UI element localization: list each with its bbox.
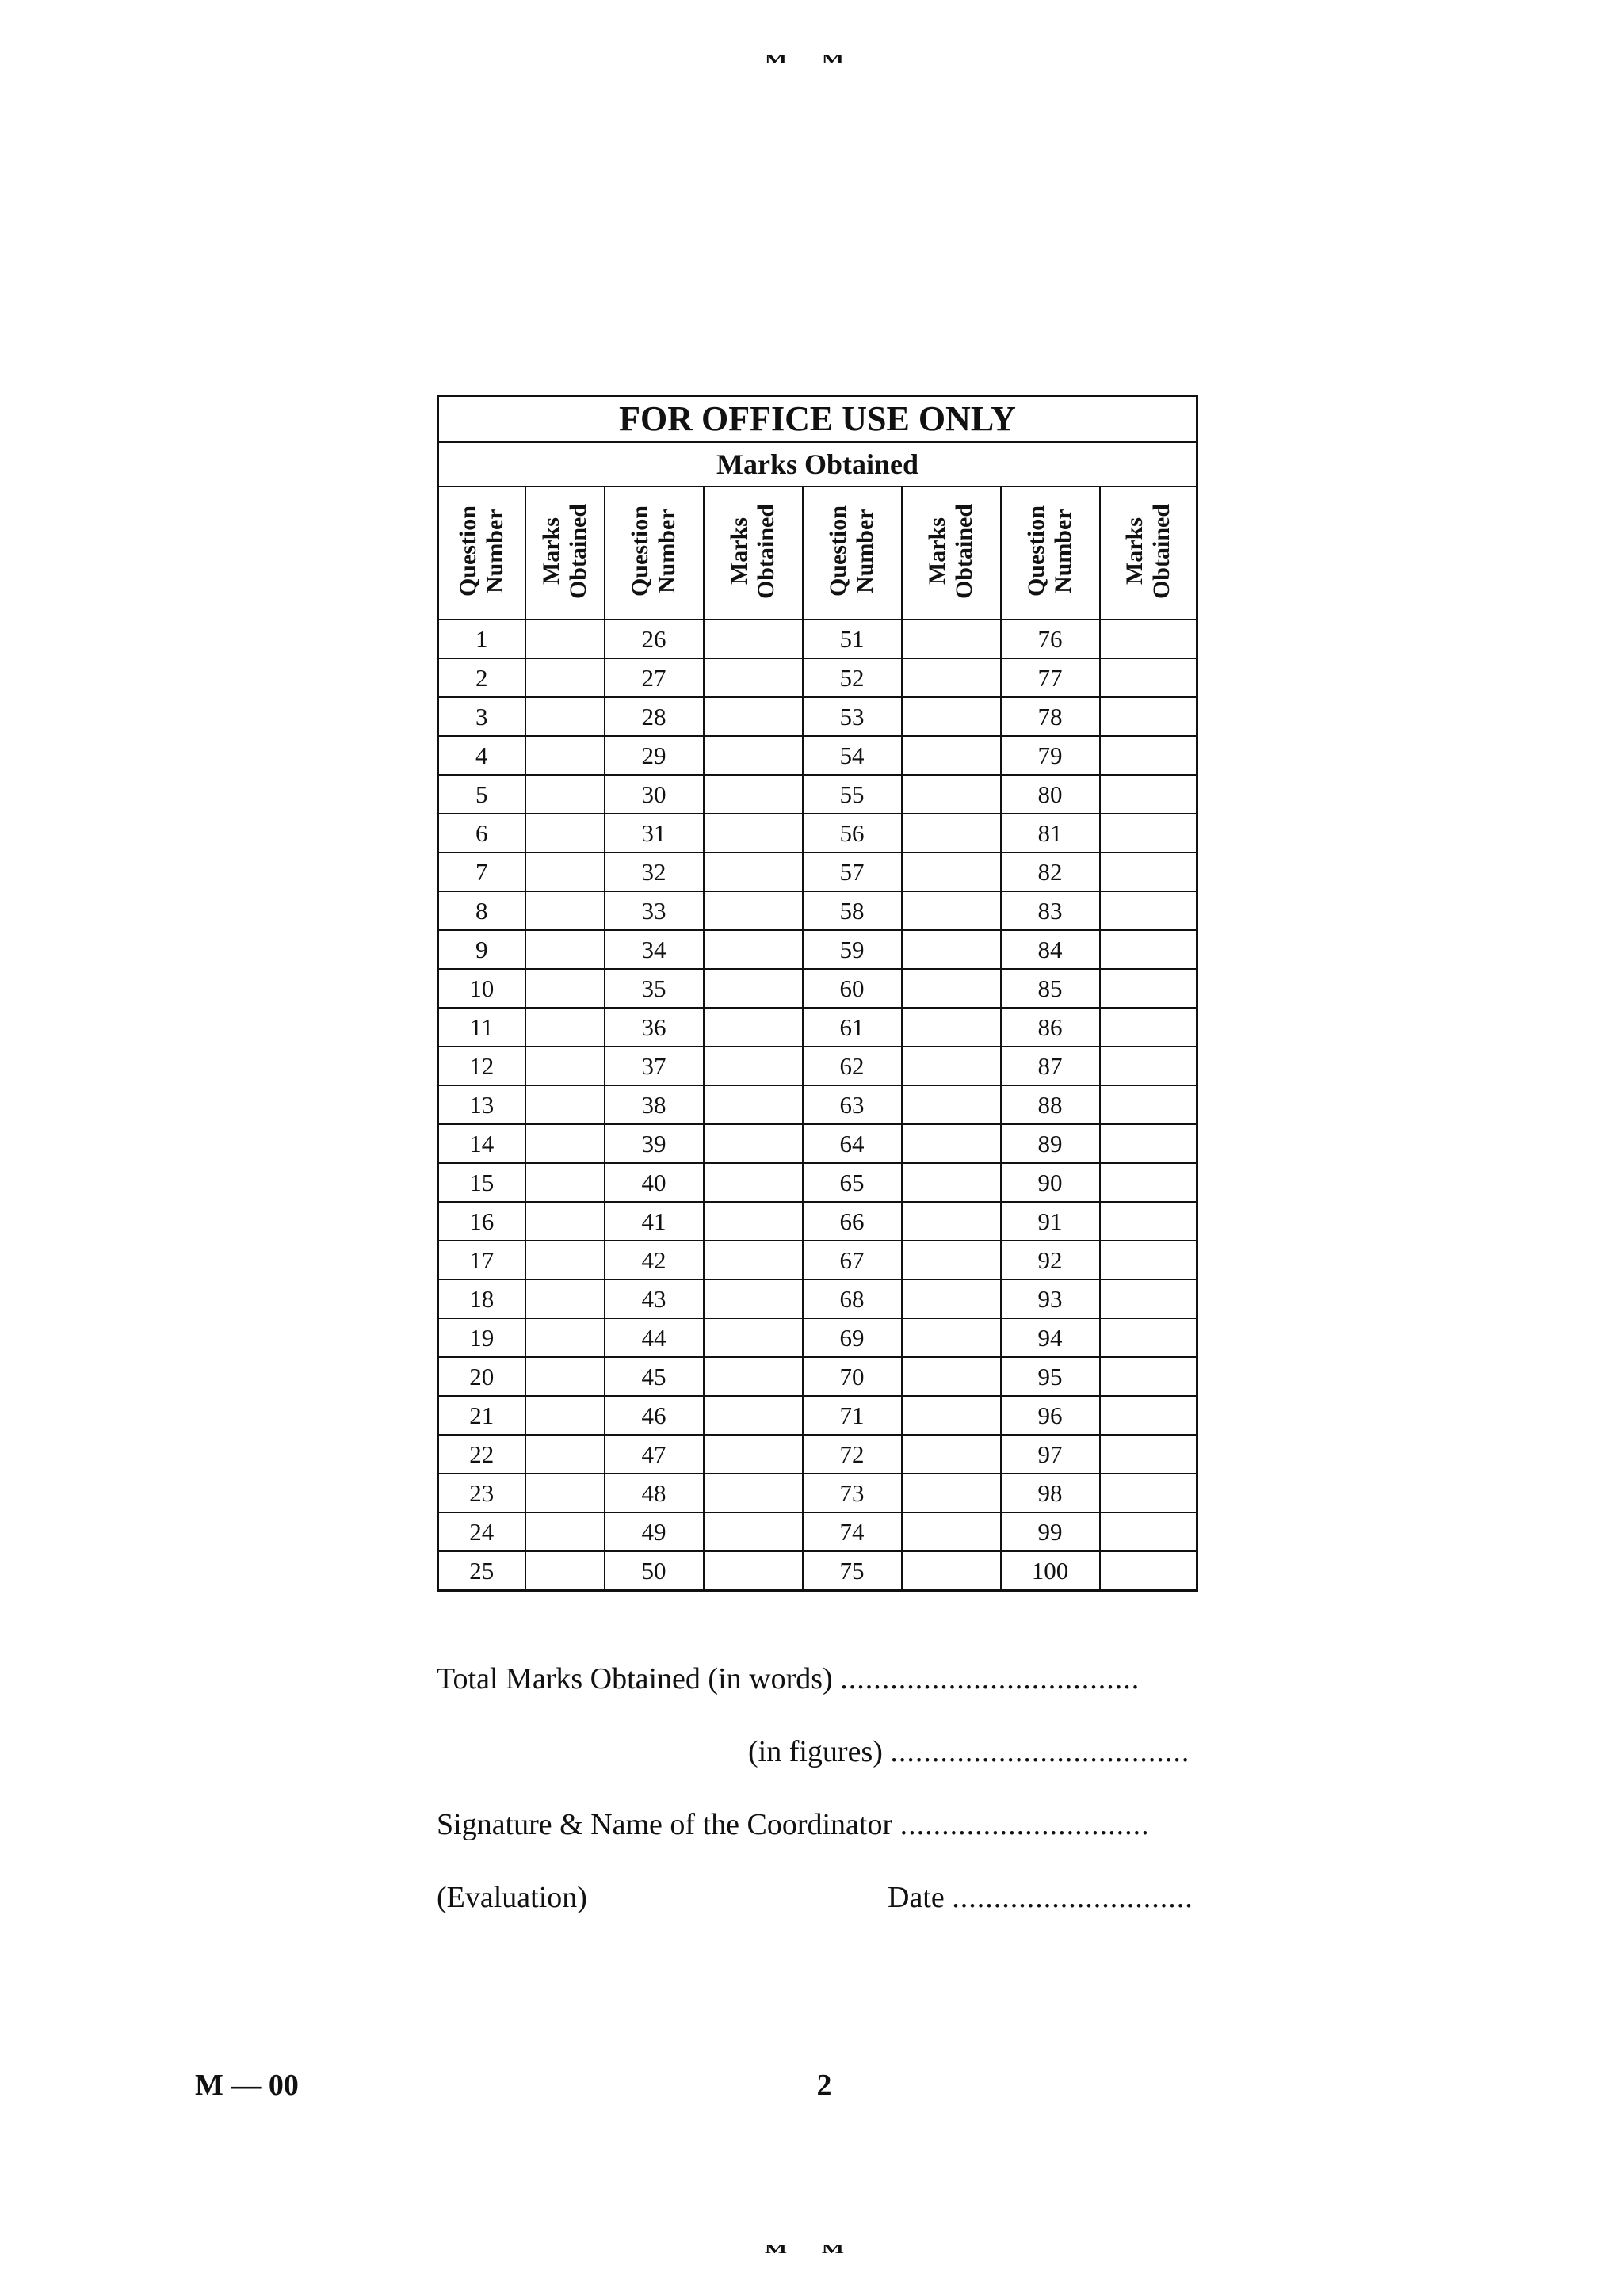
marks-obtained-cell[interactable] xyxy=(704,1163,803,1202)
footer-mark: M M xyxy=(764,2241,859,2256)
question-number-cell: 8 xyxy=(438,891,525,930)
marks-obtained-cell[interactable] xyxy=(902,891,1001,930)
header-text: Marks Obtained xyxy=(537,503,591,600)
total-marks-words-blank: .................................... xyxy=(840,1662,1140,1695)
table-row xyxy=(438,1474,1197,1512)
table-row xyxy=(438,814,1197,852)
question-number-cell: 7 xyxy=(438,852,525,891)
marks-obtained-cell[interactable] xyxy=(525,1008,605,1047)
paper-code: M — 00 xyxy=(195,2069,299,2102)
total-marks-figures-line xyxy=(748,1733,1190,1770)
question-number-cell: 51 xyxy=(803,620,902,658)
question-number-cell: 32 xyxy=(605,852,704,891)
header-mark: M M xyxy=(764,51,859,67)
question-number-cell: 6 xyxy=(438,814,525,852)
question-number-cell: 19 xyxy=(438,1318,525,1357)
total-marks-figures-blank: .................................... xyxy=(890,1735,1190,1768)
marks-obtained-cell[interactable] xyxy=(902,852,1001,891)
table-row xyxy=(438,1435,1197,1474)
evaluation-label: (Evaluation) xyxy=(437,1881,587,1914)
marks-obtained-cell[interactable] xyxy=(1100,1318,1197,1357)
question-number-cell: 63 xyxy=(803,1085,902,1124)
question-number-cell: 27 xyxy=(605,658,704,697)
header-text: Question Number xyxy=(825,505,878,597)
header-text: Marks Obtained xyxy=(726,503,779,600)
marks-obtained-cell[interactable] xyxy=(902,1512,1001,1551)
table-row xyxy=(438,1357,1197,1396)
question-number-cell: 42 xyxy=(605,1241,704,1280)
question-number-cell: 53 xyxy=(803,697,902,736)
marks-obtained-cell[interactable] xyxy=(902,1396,1001,1435)
table-row xyxy=(438,697,1197,736)
question-number-cell: 61 xyxy=(803,1008,902,1047)
table-row xyxy=(438,1085,1197,1124)
marks-obtained-cell[interactable] xyxy=(525,1396,605,1435)
question-number-cell: 33 xyxy=(605,891,704,930)
question-number-cell: 92 xyxy=(1001,1241,1100,1280)
question-number-cell: 64 xyxy=(803,1124,902,1163)
question-number-cell: 91 xyxy=(1001,1202,1100,1241)
question-number-cell: 44 xyxy=(605,1318,704,1357)
marks-obtained-cell[interactable] xyxy=(525,1280,605,1318)
question-number-cell: 12 xyxy=(438,1047,525,1085)
question-number-cell: 94 xyxy=(1001,1318,1100,1357)
table-row xyxy=(438,852,1197,891)
marks-obtained-cell[interactable] xyxy=(525,1318,605,1357)
table-row xyxy=(438,1163,1197,1202)
marks-obtained-cell[interactable] xyxy=(525,1047,605,1085)
question-number-cell: 18 xyxy=(438,1280,525,1318)
column-header-marks-1 xyxy=(525,486,605,620)
marks-obtained-cell[interactable] xyxy=(704,620,803,658)
question-number-cell: 60 xyxy=(803,969,902,1008)
marks-obtained-cell[interactable] xyxy=(704,930,803,969)
marks-obtained-cell[interactable] xyxy=(1100,1241,1197,1280)
marks-obtained-cell[interactable] xyxy=(525,1241,605,1280)
question-number-cell: 57 xyxy=(803,852,902,891)
marks-obtained-cell[interactable] xyxy=(704,1551,803,1591)
marks-obtained-cell[interactable] xyxy=(1100,736,1197,775)
marks-obtained-cell[interactable] xyxy=(704,736,803,775)
marks-obtained-cell[interactable] xyxy=(1100,1124,1197,1163)
column-headers xyxy=(438,486,1197,620)
question-number-cell: 78 xyxy=(1001,697,1100,736)
table-row xyxy=(438,1202,1197,1241)
coordinator-signature-label: Signature & Name of the Coordinator xyxy=(437,1808,893,1841)
table-row xyxy=(438,658,1197,697)
header-text: Marks Obtained xyxy=(924,503,977,600)
marks-obtained-cell[interactable] xyxy=(704,814,803,852)
marks-obtained-cell[interactable] xyxy=(902,775,1001,814)
marks-obtained-cell[interactable] xyxy=(525,930,605,969)
question-number-cell: 88 xyxy=(1001,1085,1100,1124)
table-row xyxy=(438,1008,1197,1047)
date-label: Date xyxy=(888,1881,945,1914)
marks-obtained-cell[interactable] xyxy=(902,1357,1001,1396)
marks-obtained-cell[interactable] xyxy=(704,1318,803,1357)
marks-obtained-cell[interactable] xyxy=(902,930,1001,969)
marks-obtained-cell[interactable] xyxy=(525,969,605,1008)
header-text: Question Number xyxy=(454,505,508,597)
question-number-cell: 13 xyxy=(438,1085,525,1124)
question-number-cell: 34 xyxy=(605,930,704,969)
question-number-cell: 54 xyxy=(803,736,902,775)
marks-obtained-cell[interactable] xyxy=(525,1163,605,1202)
question-number-cell: 97 xyxy=(1001,1435,1100,1474)
question-number-cell: 37 xyxy=(605,1047,704,1085)
question-number-cell: 77 xyxy=(1001,658,1100,697)
question-number-cell: 1 xyxy=(438,620,525,658)
marks-obtained-cell[interactable] xyxy=(704,1047,803,1085)
table-row xyxy=(438,1280,1197,1318)
question-number-cell: 24 xyxy=(438,1512,525,1551)
question-number-cell: 90 xyxy=(1001,1163,1100,1202)
marks-obtained-cell[interactable] xyxy=(704,969,803,1008)
marks-obtained-cell[interactable] xyxy=(704,1357,803,1396)
total-marks-words-line xyxy=(437,1661,1140,1697)
table-row xyxy=(438,1241,1197,1280)
marks-obtained-cell[interactable] xyxy=(1100,697,1197,736)
question-number-cell: 69 xyxy=(803,1318,902,1357)
marks-obtained-cell[interactable] xyxy=(1100,1551,1197,1591)
question-number-cell: 4 xyxy=(438,736,525,775)
header-text: Question Number xyxy=(1023,505,1076,597)
marks-obtained-cell[interactable] xyxy=(902,736,1001,775)
marks-obtained-cell[interactable] xyxy=(704,775,803,814)
marks-obtained-cell[interactable] xyxy=(525,852,605,891)
marks-obtained-cell[interactable] xyxy=(1100,1396,1197,1435)
total-marks-words-label: Total Marks Obtained (in words) xyxy=(437,1662,833,1695)
date-blank: ............................. xyxy=(952,1881,1193,1914)
marks-obtained-cell[interactable] xyxy=(1100,1085,1197,1124)
question-number-cell: 28 xyxy=(605,697,704,736)
marks-obtained-cell[interactable] xyxy=(902,1008,1001,1047)
question-number-cell: 58 xyxy=(803,891,902,930)
question-number-cell: 2 xyxy=(438,658,525,697)
table-title: FOR OFFICE USE ONLY xyxy=(438,396,1197,443)
marks-obtained-cell[interactable] xyxy=(704,1435,803,1474)
question-number-cell: 16 xyxy=(438,1202,525,1241)
marks-obtained-cell[interactable] xyxy=(902,1435,1001,1474)
question-number-cell: 10 xyxy=(438,969,525,1008)
question-number-cell: 38 xyxy=(605,1085,704,1124)
header-text: Marks Obtained xyxy=(1121,503,1174,600)
question-number-cell: 93 xyxy=(1001,1280,1100,1318)
table-subtitle: Marks Obtained xyxy=(438,442,1197,486)
question-number-cell: 11 xyxy=(438,1008,525,1047)
question-number-cell: 74 xyxy=(803,1512,902,1551)
question-number-cell: 73 xyxy=(803,1474,902,1512)
page-number: 2 xyxy=(816,2069,832,2102)
question-number-cell: 80 xyxy=(1001,775,1100,814)
marks-obtained-cell[interactable] xyxy=(902,1163,1001,1202)
marks-table-body xyxy=(438,620,1197,1591)
question-number-cell: 52 xyxy=(803,658,902,697)
marks-obtained-cell[interactable] xyxy=(525,697,605,736)
question-number-cell: 29 xyxy=(605,736,704,775)
question-number-cell: 43 xyxy=(605,1280,704,1318)
marks-obtained-cell[interactable] xyxy=(525,1435,605,1474)
marks-obtained-cell[interactable] xyxy=(1100,1474,1197,1512)
marks-obtained-cell[interactable] xyxy=(525,1474,605,1512)
date-line xyxy=(888,1879,1193,1916)
question-number-cell: 67 xyxy=(803,1241,902,1280)
marks-obtained-cell[interactable] xyxy=(1100,1047,1197,1085)
marks-obtained-cell[interactable] xyxy=(902,1241,1001,1280)
marks-obtained-cell[interactable] xyxy=(525,1124,605,1163)
question-number-cell: 84 xyxy=(1001,930,1100,969)
question-number-cell: 62 xyxy=(803,1047,902,1085)
coordinator-signature-blank: .............................. xyxy=(899,1808,1150,1841)
question-number-cell: 96 xyxy=(1001,1396,1100,1435)
column-header-marks-3 xyxy=(902,486,1001,620)
marks-obtained-cell[interactable] xyxy=(902,1551,1001,1591)
marks-obtained-cell[interactable] xyxy=(704,658,803,697)
marks-obtained-cell[interactable] xyxy=(1100,1435,1197,1474)
marks-obtained-cell[interactable] xyxy=(902,658,1001,697)
marks-obtained-cell[interactable] xyxy=(525,1202,605,1241)
marks-obtained-cell[interactable] xyxy=(902,1124,1001,1163)
marks-obtained-cell[interactable] xyxy=(1100,620,1197,658)
question-number-cell: 30 xyxy=(605,775,704,814)
marks-obtained-cell[interactable] xyxy=(1100,1163,1197,1202)
question-number-cell: 82 xyxy=(1001,852,1100,891)
marks-obtained-cell[interactable] xyxy=(902,814,1001,852)
table-row xyxy=(438,1551,1197,1591)
marks-obtained-cell[interactable] xyxy=(525,891,605,930)
marks-obtained-cell[interactable] xyxy=(525,775,605,814)
marks-obtained-cell[interactable] xyxy=(704,697,803,736)
column-header-question-4 xyxy=(1001,486,1100,620)
marks-obtained-cell[interactable] xyxy=(525,736,605,775)
table-row xyxy=(438,1047,1197,1085)
marks-obtained-cell[interactable] xyxy=(902,1474,1001,1512)
question-number-cell: 49 xyxy=(605,1512,704,1551)
marks-obtained-cell[interactable] xyxy=(704,1008,803,1047)
marks-obtained-cell[interactable] xyxy=(704,1512,803,1551)
header-text: Question Number xyxy=(627,505,680,597)
question-number-cell: 48 xyxy=(605,1474,704,1512)
question-number-cell: 83 xyxy=(1001,891,1100,930)
marks-obtained-cell[interactable] xyxy=(1100,1008,1197,1047)
question-number-cell: 31 xyxy=(605,814,704,852)
question-number-cell: 100 xyxy=(1001,1551,1100,1591)
marks-obtained-cell[interactable] xyxy=(525,1512,605,1551)
marks-obtained-cell[interactable] xyxy=(1100,775,1197,814)
question-number-cell: 9 xyxy=(438,930,525,969)
question-number-cell: 35 xyxy=(605,969,704,1008)
marks-obtained-cell[interactable] xyxy=(902,1202,1001,1241)
table-row xyxy=(438,1318,1197,1357)
question-number-cell: 40 xyxy=(605,1163,704,1202)
table-row xyxy=(438,1124,1197,1163)
total-marks-figures-label: (in figures) xyxy=(748,1735,883,1768)
question-number-cell: 76 xyxy=(1001,620,1100,658)
table-row xyxy=(438,620,1197,658)
question-number-cell: 41 xyxy=(605,1202,704,1241)
marks-obtained-cell[interactable] xyxy=(902,620,1001,658)
table-row xyxy=(438,736,1197,775)
column-header-marks-2 xyxy=(704,486,803,620)
marks-obtained-cell[interactable] xyxy=(525,814,605,852)
coordinator-signature-line xyxy=(437,1806,1150,1843)
question-number-cell: 36 xyxy=(605,1008,704,1047)
question-number-cell: 14 xyxy=(438,1124,525,1163)
marks-obtained-cell[interactable] xyxy=(1100,1512,1197,1551)
marks-obtained-cell[interactable] xyxy=(1100,852,1197,891)
marks-obtained-cell[interactable] xyxy=(704,1085,803,1124)
question-number-cell: 71 xyxy=(803,1396,902,1435)
marks-obtained-cell[interactable] xyxy=(704,1124,803,1163)
question-number-cell: 89 xyxy=(1001,1124,1100,1163)
question-number-cell: 81 xyxy=(1001,814,1100,852)
marks-obtained-cell[interactable] xyxy=(1100,891,1197,930)
question-number-cell: 23 xyxy=(438,1474,525,1512)
marks-obtained-cell[interactable] xyxy=(704,1202,803,1241)
marks-obtained-cell[interactable] xyxy=(1100,969,1197,1008)
question-number-cell: 5 xyxy=(438,775,525,814)
question-number-cell: 21 xyxy=(438,1396,525,1435)
marks-obtained-cell[interactable] xyxy=(525,620,605,658)
question-number-cell: 45 xyxy=(605,1357,704,1396)
question-number-cell: 3 xyxy=(438,697,525,736)
marks-obtained-cell[interactable] xyxy=(1100,1357,1197,1396)
marks-obtained-cell[interactable] xyxy=(902,1318,1001,1357)
column-header-marks-4 xyxy=(1100,486,1197,620)
question-number-cell: 56 xyxy=(803,814,902,852)
marks-obtained-cell[interactable] xyxy=(902,969,1001,1008)
table-row xyxy=(438,930,1197,969)
question-number-cell: 87 xyxy=(1001,1047,1100,1085)
marks-obtained-cell[interactable] xyxy=(1100,930,1197,969)
marks-obtained-cell[interactable] xyxy=(704,1396,803,1435)
column-header-question-3 xyxy=(803,486,902,620)
marks-obtained-cell[interactable] xyxy=(1100,1202,1197,1241)
question-number-cell: 95 xyxy=(1001,1357,1100,1396)
question-number-cell: 46 xyxy=(605,1396,704,1435)
table-row xyxy=(438,891,1197,930)
question-number-cell: 55 xyxy=(803,775,902,814)
question-number-cell: 39 xyxy=(605,1124,704,1163)
marks-obtained-cell[interactable] xyxy=(525,1551,605,1591)
marks-obtained-cell[interactable] xyxy=(525,1085,605,1124)
table-row xyxy=(438,775,1197,814)
question-number-cell: 98 xyxy=(1001,1474,1100,1512)
marks-obtained-cell[interactable] xyxy=(902,1047,1001,1085)
marks-obtained-cell[interactable] xyxy=(902,1085,1001,1124)
question-number-cell: 79 xyxy=(1001,736,1100,775)
marks-obtained-cell[interactable] xyxy=(704,891,803,930)
question-number-cell: 66 xyxy=(803,1202,902,1241)
question-number-cell: 15 xyxy=(438,1163,525,1202)
marks-obtained-cell[interactable] xyxy=(704,1241,803,1280)
question-number-cell: 20 xyxy=(438,1357,525,1396)
question-number-cell: 25 xyxy=(438,1551,525,1591)
column-header-question-1 xyxy=(438,486,525,620)
question-number-cell: 86 xyxy=(1001,1008,1100,1047)
question-number-cell: 59 xyxy=(803,930,902,969)
question-number-cell: 47 xyxy=(605,1435,704,1474)
marks-obtained-cell[interactable] xyxy=(1100,658,1197,697)
marks-obtained-cell[interactable] xyxy=(704,1280,803,1318)
question-number-cell: 26 xyxy=(605,620,704,658)
question-number-cell: 75 xyxy=(803,1551,902,1591)
marks-obtained-cell[interactable] xyxy=(525,1357,605,1396)
table-row xyxy=(438,1396,1197,1435)
question-number-cell: 70 xyxy=(803,1357,902,1396)
question-number-cell: 85 xyxy=(1001,969,1100,1008)
question-number-cell: 65 xyxy=(803,1163,902,1202)
question-number-cell: 17 xyxy=(438,1241,525,1280)
marks-obtained-cell[interactable] xyxy=(1100,814,1197,852)
marks-obtained-cell[interactable] xyxy=(1100,1280,1197,1318)
table-row xyxy=(438,1512,1197,1551)
question-number-cell: 72 xyxy=(803,1435,902,1474)
marks-obtained-cell[interactable] xyxy=(902,1280,1001,1318)
marks-table xyxy=(437,395,1198,1592)
marks-obtained-cell[interactable] xyxy=(704,1474,803,1512)
question-number-cell: 99 xyxy=(1001,1512,1100,1551)
question-number-cell: 68 xyxy=(803,1280,902,1318)
marks-obtained-cell[interactable] xyxy=(902,697,1001,736)
column-header-question-2 xyxy=(605,486,704,620)
table-row xyxy=(438,969,1197,1008)
marks-obtained-cell[interactable] xyxy=(704,852,803,891)
question-number-cell: 22 xyxy=(438,1435,525,1474)
marks-obtained-cell[interactable] xyxy=(525,658,605,697)
question-number-cell: 50 xyxy=(605,1551,704,1591)
